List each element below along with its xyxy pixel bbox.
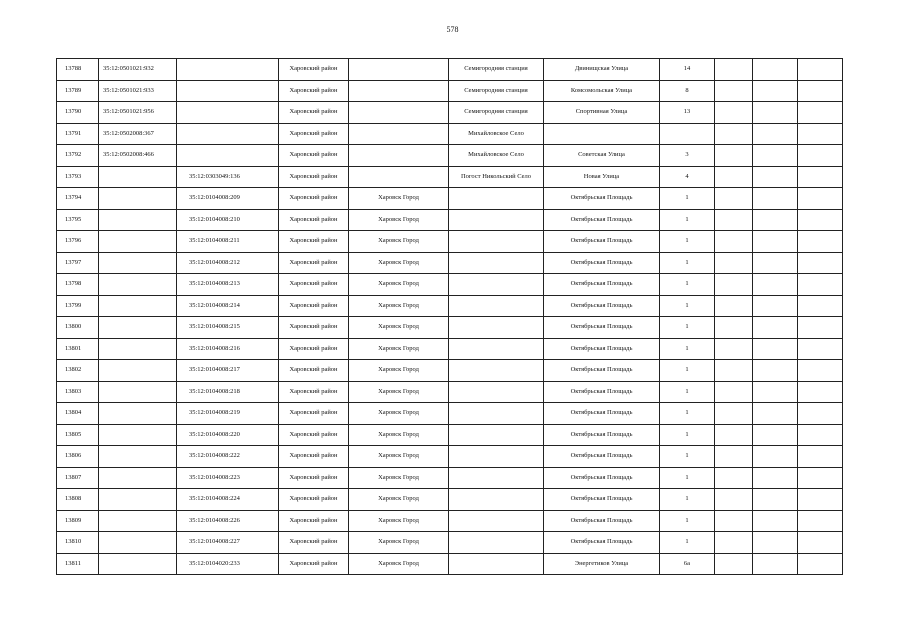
- table-row: [57, 467, 843, 489]
- row-number-cell: 13808: [57, 489, 99, 511]
- building-cadastral-number-cell: [177, 80, 279, 102]
- settlement-cell: Семигородняя станция: [449, 59, 544, 81]
- building-cadastral-number-cell: 35:12:0104008:226: [177, 510, 279, 532]
- city-cell: Харовск Город: [349, 274, 449, 296]
- settlement-cell: [449, 467, 544, 489]
- street-cell: Спортивная Улица: [544, 102, 660, 124]
- extra-cell-1: [715, 403, 753, 425]
- cadastral-number-cell: [99, 532, 177, 554]
- street-cell: Октябрьская Площадь: [544, 360, 660, 382]
- building-cadastral-number-cell: 35:12:0104008:223: [177, 467, 279, 489]
- extra-cell-1: [715, 424, 753, 446]
- district-cell: Харовский район: [279, 360, 349, 382]
- extra-cell-1: [715, 381, 753, 403]
- city-cell: Харовск Город: [349, 489, 449, 511]
- extra-cell-2: [753, 446, 798, 468]
- city-cell: [349, 123, 449, 145]
- extra-cell-2: [753, 59, 798, 81]
- extra-cell-1: [715, 360, 753, 382]
- extra-cell-3: [798, 510, 843, 532]
- extra-cell-1: [715, 295, 753, 317]
- row-number-cell: 13788: [57, 59, 99, 81]
- district-cell: Харовский район: [279, 446, 349, 468]
- extra-cell-2: [753, 360, 798, 382]
- extra-cell-3: [798, 166, 843, 188]
- extra-cell-3: [798, 102, 843, 124]
- building-cadastral-number-cell: 35:12:0104008:220: [177, 424, 279, 446]
- row-number-cell: 13810: [57, 532, 99, 554]
- settlement-cell: [449, 489, 544, 511]
- district-cell: Харовский район: [279, 338, 349, 360]
- house-number-cell: [660, 123, 715, 145]
- cadastral-number-cell: [99, 467, 177, 489]
- extra-cell-2: [753, 317, 798, 339]
- city-cell: Харовск Город: [349, 553, 449, 575]
- house-number-cell: 1: [660, 209, 715, 231]
- table-row: [57, 80, 843, 102]
- house-number-cell: 1: [660, 424, 715, 446]
- city-cell: Харовск Город: [349, 338, 449, 360]
- extra-cell-3: [798, 489, 843, 511]
- settlement-cell: [449, 360, 544, 382]
- settlement-cell: [449, 338, 544, 360]
- extra-cell-2: [753, 381, 798, 403]
- house-number-cell: 8: [660, 80, 715, 102]
- building-cadastral-number-cell: 35:12:0104008:219: [177, 403, 279, 425]
- building-cadastral-number-cell: 35:12:0104008:227: [177, 532, 279, 554]
- extra-cell-1: [715, 532, 753, 554]
- row-number-cell: 13804: [57, 403, 99, 425]
- street-cell: Октябрьская Площадь: [544, 209, 660, 231]
- city-cell: [349, 102, 449, 124]
- street-cell: Энергетиков Улица: [544, 553, 660, 575]
- district-cell: Харовский район: [279, 274, 349, 296]
- cadastral-number-cell: [99, 489, 177, 511]
- extra-cell-1: [715, 274, 753, 296]
- row-number-cell: 13809: [57, 510, 99, 532]
- extra-cell-3: [798, 252, 843, 274]
- table-row: [57, 59, 843, 81]
- row-number-cell: 13798: [57, 274, 99, 296]
- extra-cell-3: [798, 467, 843, 489]
- extra-cell-2: [753, 274, 798, 296]
- cadastral-number-cell: [99, 360, 177, 382]
- row-number-cell: 13789: [57, 80, 99, 102]
- building-cadastral-number-cell: 35:12:0104008:214: [177, 295, 279, 317]
- cadastral-number-cell: [99, 446, 177, 468]
- table-row: [57, 403, 843, 425]
- house-number-cell: 1: [660, 360, 715, 382]
- settlement-cell: Семигородняя станция: [449, 102, 544, 124]
- extra-cell-1: [715, 188, 753, 210]
- extra-cell-1: [715, 446, 753, 468]
- extra-cell-3: [798, 338, 843, 360]
- row-number-cell: 13792: [57, 145, 99, 167]
- city-cell: Харовск Город: [349, 532, 449, 554]
- extra-cell-2: [753, 188, 798, 210]
- settlement-cell: [449, 532, 544, 554]
- house-number-cell: 1: [660, 446, 715, 468]
- settlement-cell: Михайловское Село: [449, 123, 544, 145]
- table-row: [57, 102, 843, 124]
- cadastral-number-cell: 35:12:0502008:367: [99, 123, 177, 145]
- extra-cell-3: [798, 80, 843, 102]
- extra-cell-3: [798, 553, 843, 575]
- extra-cell-3: [798, 295, 843, 317]
- building-cadastral-number-cell: 35:12:0104008:209: [177, 188, 279, 210]
- building-cadastral-number-cell: [177, 145, 279, 167]
- settlement-cell: Михайловское Село: [449, 145, 544, 167]
- district-cell: Харовский район: [279, 209, 349, 231]
- settlement-cell: [449, 510, 544, 532]
- street-cell: Двинищская Улица: [544, 59, 660, 81]
- extra-cell-3: [798, 381, 843, 403]
- house-number-cell: 6а: [660, 553, 715, 575]
- cadastral-number-cell: [99, 553, 177, 575]
- row-number-cell: 13797: [57, 252, 99, 274]
- extra-cell-1: [715, 510, 753, 532]
- city-cell: Харовск Город: [349, 467, 449, 489]
- house-number-cell: 1: [660, 510, 715, 532]
- building-cadastral-number-cell: 35:12:0104008:218: [177, 381, 279, 403]
- building-cadastral-number-cell: 35:12:0104008:211: [177, 231, 279, 253]
- table-row: [57, 381, 843, 403]
- district-cell: Харовский район: [279, 403, 349, 425]
- city-cell: Харовск Город: [349, 403, 449, 425]
- row-number-cell: 13791: [57, 123, 99, 145]
- district-cell: Харовский район: [279, 166, 349, 188]
- table-row: [57, 274, 843, 296]
- extra-cell-1: [715, 166, 753, 188]
- table-row: [57, 295, 843, 317]
- settlement-cell: [449, 274, 544, 296]
- extra-cell-3: [798, 59, 843, 81]
- city-cell: Харовск Город: [349, 424, 449, 446]
- cadastral-number-cell: [99, 188, 177, 210]
- street-cell: Октябрьская Площадь: [544, 338, 660, 360]
- table-row: [57, 209, 843, 231]
- settlement-cell: [449, 403, 544, 425]
- extra-cell-2: [753, 123, 798, 145]
- city-cell: Харовск Город: [349, 209, 449, 231]
- extra-cell-2: [753, 231, 798, 253]
- extra-cell-2: [753, 80, 798, 102]
- house-number-cell: 1: [660, 274, 715, 296]
- settlement-cell: [449, 295, 544, 317]
- cadastral-number-cell: 35:12:0502008:466: [99, 145, 177, 167]
- extra-cell-1: [715, 209, 753, 231]
- house-number-cell: 4: [660, 166, 715, 188]
- district-cell: Харовский район: [279, 252, 349, 274]
- district-cell: Харовский район: [279, 532, 349, 554]
- row-number-cell: 13790: [57, 102, 99, 124]
- house-number-cell: 1: [660, 381, 715, 403]
- extra-cell-3: [798, 403, 843, 425]
- extra-cell-3: [798, 145, 843, 167]
- district-cell: Харовский район: [279, 317, 349, 339]
- extra-cell-1: [715, 467, 753, 489]
- city-cell: Харовск Город: [349, 360, 449, 382]
- extra-cell-3: [798, 209, 843, 231]
- street-cell: Октябрьская Площадь: [544, 532, 660, 554]
- extra-cell-3: [798, 424, 843, 446]
- district-cell: Харовский район: [279, 145, 349, 167]
- cadastral-number-cell: [99, 510, 177, 532]
- street-cell: Октябрьская Площадь: [544, 424, 660, 446]
- house-number-cell: 1: [660, 532, 715, 554]
- extra-cell-2: [753, 403, 798, 425]
- cadastral-number-cell: 35:12:0501021:956: [99, 102, 177, 124]
- row-number-cell: 13811: [57, 553, 99, 575]
- settlement-cell: Семигородняя станция: [449, 80, 544, 102]
- settlement-cell: [449, 424, 544, 446]
- extra-cell-1: [715, 553, 753, 575]
- street-cell: Октябрьская Площадь: [544, 188, 660, 210]
- extra-cell-3: [798, 446, 843, 468]
- extra-cell-3: [798, 123, 843, 145]
- house-number-cell: 14: [660, 59, 715, 81]
- building-cadastral-number-cell: 35:12:0104008:215: [177, 317, 279, 339]
- city-cell: Харовск Город: [349, 252, 449, 274]
- building-cadastral-number-cell: 35:12:0104008:222: [177, 446, 279, 468]
- extra-cell-2: [753, 209, 798, 231]
- cadastral-number-cell: [99, 252, 177, 274]
- extra-cell-3: [798, 188, 843, 210]
- table-row: [57, 145, 843, 167]
- cadastral-number-cell: 35:12:0501021:932: [99, 59, 177, 81]
- building-cadastral-number-cell: 35:12:0104008:217: [177, 360, 279, 382]
- extra-cell-2: [753, 338, 798, 360]
- extra-cell-1: [715, 80, 753, 102]
- extra-cell-3: [798, 231, 843, 253]
- extra-cell-2: [753, 532, 798, 554]
- row-number-cell: 13803: [57, 381, 99, 403]
- house-number-cell: 1: [660, 252, 715, 274]
- settlement-cell: [449, 209, 544, 231]
- settlement-cell: [449, 553, 544, 575]
- city-cell: [349, 145, 449, 167]
- street-cell: Октябрьская Площадь: [544, 467, 660, 489]
- extra-cell-2: [753, 145, 798, 167]
- house-number-cell: 1: [660, 231, 715, 253]
- extra-cell-2: [753, 467, 798, 489]
- district-cell: Харовский район: [279, 489, 349, 511]
- building-cadastral-number-cell: 35:12:0104008:216: [177, 338, 279, 360]
- table-row: [57, 424, 843, 446]
- row-number-cell: 13799: [57, 295, 99, 317]
- cadastral-number-cell: 35:12:0501021:933: [99, 80, 177, 102]
- settlement-cell: [449, 446, 544, 468]
- street-cell: Октябрьская Площадь: [544, 403, 660, 425]
- house-number-cell: 1: [660, 467, 715, 489]
- city-cell: Харовск Город: [349, 381, 449, 403]
- extra-cell-2: [753, 166, 798, 188]
- table-row: [57, 446, 843, 468]
- house-number-cell: 1: [660, 489, 715, 511]
- table-row: [57, 252, 843, 274]
- city-cell: [349, 59, 449, 81]
- street-cell: Октябрьская Площадь: [544, 274, 660, 296]
- cadastral-number-cell: [99, 317, 177, 339]
- settlement-cell: [449, 188, 544, 210]
- district-cell: Харовский район: [279, 102, 349, 124]
- cadastral-number-cell: [99, 403, 177, 425]
- settlement-cell: [449, 231, 544, 253]
- extra-cell-2: [753, 295, 798, 317]
- row-number-cell: 13794: [57, 188, 99, 210]
- cadastral-number-cell: [99, 166, 177, 188]
- house-number-cell: 1: [660, 403, 715, 425]
- settlement-cell: [449, 317, 544, 339]
- extra-cell-3: [798, 317, 843, 339]
- district-cell: Харовский район: [279, 553, 349, 575]
- table-row: [57, 166, 843, 188]
- house-number-cell: 3: [660, 145, 715, 167]
- city-cell: Харовск Город: [349, 188, 449, 210]
- extra-cell-3: [798, 360, 843, 382]
- extra-cell-1: [715, 489, 753, 511]
- cadastral-number-cell: [99, 295, 177, 317]
- row-number-cell: 13801: [57, 338, 99, 360]
- district-cell: Харовский район: [279, 80, 349, 102]
- street-cell: [544, 123, 660, 145]
- property-registry-table: [56, 58, 843, 575]
- city-cell: [349, 80, 449, 102]
- street-cell: Октябрьская Площадь: [544, 510, 660, 532]
- district-cell: Харовский район: [279, 510, 349, 532]
- row-number-cell: 13796: [57, 231, 99, 253]
- street-cell: Октябрьская Площадь: [544, 231, 660, 253]
- building-cadastral-number-cell: 35:12:0104008:213: [177, 274, 279, 296]
- cadastral-number-cell: [99, 338, 177, 360]
- cadastral-number-cell: [99, 424, 177, 446]
- extra-cell-3: [798, 532, 843, 554]
- street-cell: Октябрьская Площадь: [544, 446, 660, 468]
- extra-cell-2: [753, 553, 798, 575]
- district-cell: Харовский район: [279, 467, 349, 489]
- building-cadastral-number-cell: 35:12:0104008:210: [177, 209, 279, 231]
- building-cadastral-number-cell: 35:12:0104008:224: [177, 489, 279, 511]
- table-row: [57, 360, 843, 382]
- settlement-cell: [449, 252, 544, 274]
- table-row: [57, 317, 843, 339]
- building-cadastral-number-cell: 35:12:0104020:233: [177, 553, 279, 575]
- settlement-cell: Погост Никольский Село: [449, 166, 544, 188]
- row-number-cell: 13802: [57, 360, 99, 382]
- street-cell: Комсомольская Улица: [544, 80, 660, 102]
- district-cell: Харовский район: [279, 424, 349, 446]
- extra-cell-1: [715, 338, 753, 360]
- building-cadastral-number-cell: [177, 59, 279, 81]
- building-cadastral-number-cell: [177, 123, 279, 145]
- cadastral-number-cell: [99, 381, 177, 403]
- extra-cell-1: [715, 59, 753, 81]
- house-number-cell: 1: [660, 317, 715, 339]
- house-number-cell: 1: [660, 188, 715, 210]
- extra-cell-1: [715, 102, 753, 124]
- district-cell: Харовский район: [279, 188, 349, 210]
- street-cell: Октябрьская Площадь: [544, 317, 660, 339]
- city-cell: Харовск Город: [349, 295, 449, 317]
- extra-cell-1: [715, 317, 753, 339]
- house-number-cell: 1: [660, 295, 715, 317]
- district-cell: Харовский район: [279, 123, 349, 145]
- cadastral-number-cell: [99, 274, 177, 296]
- cadastral-number-cell: [99, 209, 177, 231]
- district-cell: Харовский район: [279, 231, 349, 253]
- table-row: [57, 188, 843, 210]
- table-row: [57, 532, 843, 554]
- extra-cell-2: [753, 252, 798, 274]
- city-cell: Харовск Город: [349, 446, 449, 468]
- row-number-cell: 13800: [57, 317, 99, 339]
- row-number-cell: 13806: [57, 446, 99, 468]
- table-row: [57, 231, 843, 253]
- street-cell: Новая Улица: [544, 166, 660, 188]
- street-cell: Советская Улица: [544, 145, 660, 167]
- city-cell: [349, 166, 449, 188]
- settlement-cell: [449, 381, 544, 403]
- city-cell: Харовск Город: [349, 231, 449, 253]
- district-cell: Харовский район: [279, 295, 349, 317]
- district-cell: Харовский район: [279, 381, 349, 403]
- building-cadastral-number-cell: 35:12:0104008:212: [177, 252, 279, 274]
- row-number-cell: 13807: [57, 467, 99, 489]
- city-cell: Харовск Город: [349, 317, 449, 339]
- table-row: [57, 510, 843, 532]
- street-cell: Октябрьская Площадь: [544, 295, 660, 317]
- table-row: [57, 489, 843, 511]
- street-cell: Октябрьская Площадь: [544, 252, 660, 274]
- extra-cell-1: [715, 252, 753, 274]
- table-body: [57, 59, 843, 575]
- district-cell: Харовский район: [279, 59, 349, 81]
- extra-cell-2: [753, 510, 798, 532]
- cadastral-number-cell: [99, 231, 177, 253]
- city-cell: Харовск Город: [349, 510, 449, 532]
- extra-cell-3: [798, 274, 843, 296]
- page-number: 578: [446, 25, 459, 34]
- street-cell: Октябрьская Площадь: [544, 489, 660, 511]
- extra-cell-2: [753, 102, 798, 124]
- extra-cell-1: [715, 123, 753, 145]
- street-cell: Октябрьская Площадь: [544, 381, 660, 403]
- building-cadastral-number-cell: [177, 102, 279, 124]
- building-cadastral-number-cell: 35:12:0303049:136: [177, 166, 279, 188]
- table-row: [57, 338, 843, 360]
- row-number-cell: 13795: [57, 209, 99, 231]
- extra-cell-1: [715, 231, 753, 253]
- table-row: [57, 123, 843, 145]
- table-row: [57, 553, 843, 575]
- row-number-cell: 13805: [57, 424, 99, 446]
- row-number-cell: 13793: [57, 166, 99, 188]
- house-number-cell: 13: [660, 102, 715, 124]
- extra-cell-2: [753, 424, 798, 446]
- extra-cell-1: [715, 145, 753, 167]
- extra-cell-2: [753, 489, 798, 511]
- house-number-cell: 1: [660, 338, 715, 360]
